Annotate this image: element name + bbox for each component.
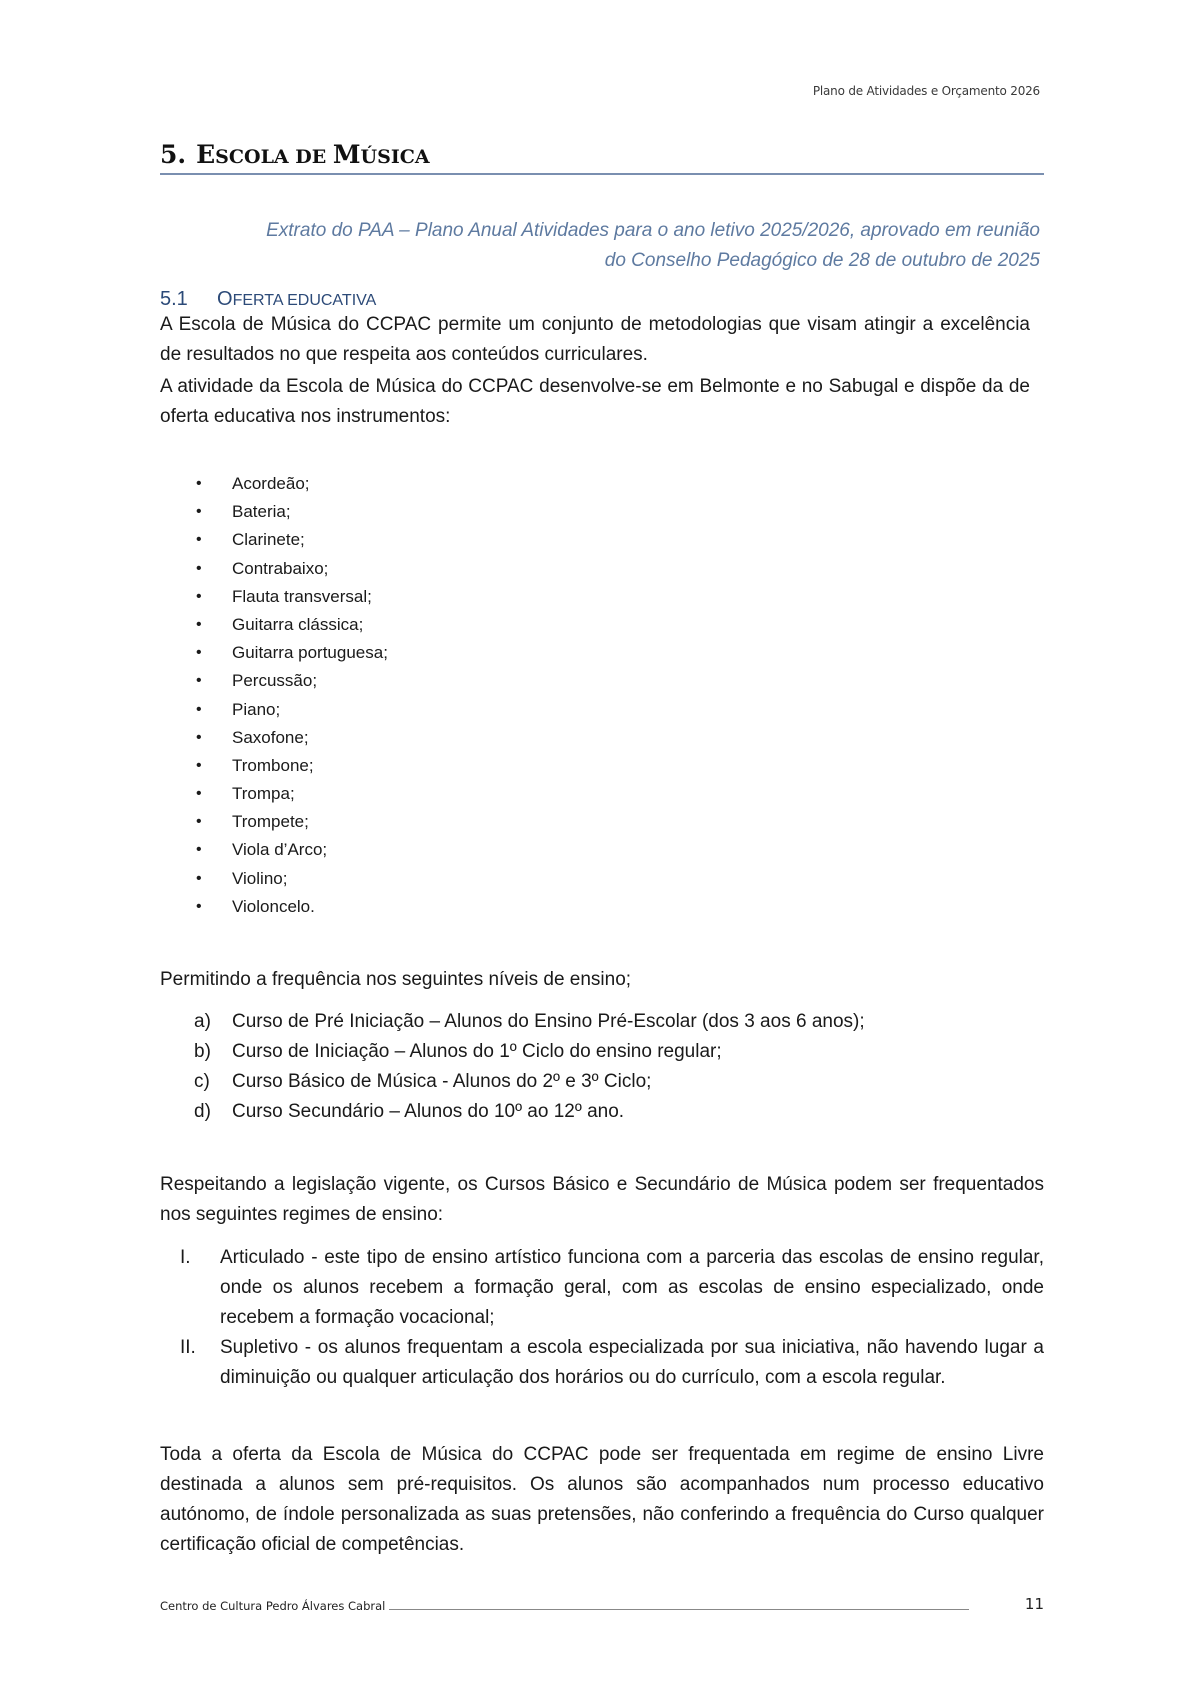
chapter-title: 5. ESCOLA DE MÚSICA <box>160 140 1044 175</box>
list-item: I. Articulado - este tipo de ensino artístico funciona com a parceria das escolas de ensino regular, onde os alunos recebem a formação geral, com as escolas de ensino especializado, onde recebem a formação vocacional; <box>180 1247 1044 1328</box>
section-heading: 5.1 OFERTA EDUCATIVA <box>160 288 377 310</box>
list-item: b) Curso de Iniciação – Alunos do 1º Ciclo do ensino regular; <box>194 1041 722 1062</box>
list-item: c) Curso Básico de Música - Alunos do 2º e 3º Ciclo; <box>194 1071 652 1092</box>
regimes-list <box>180 1243 1044 1393</box>
list-item: • Bateria; <box>196 502 291 522</box>
list-item: • Percussão; <box>196 671 318 691</box>
page-footer <box>160 1595 1044 1613</box>
paragraph-regimes-intro: Respeitando a legislação vigente, os Cursos Básico e Secundário de Música podem ser frequentados nos seguintes regimes de ensino: <box>160 1174 1044 1225</box>
list-item: • Saxofone; <box>196 727 309 747</box>
list-item: • Trompete; <box>196 812 309 832</box>
instrument-list <box>196 470 388 921</box>
page-number: 11 <box>1024 1595 1044 1613</box>
list-item: a) Curso de Pré Iniciação – Alunos do Ensino Pré-Escolar (dos 3 aos 6 anos); <box>194 1011 865 1032</box>
list-item: • Flauta transversal; <box>196 586 372 606</box>
list-item: • Acordeão; <box>196 474 310 493</box>
list-item: • Viola d’Arco; <box>196 840 328 860</box>
list-item: • Trompa; <box>196 784 295 804</box>
list-item: • Guitarra portuguesa; <box>196 643 388 663</box>
paragraph-intro: A Escola de Música do CCPAC permite um conjunto de metodologias que visam atingir a excelência de resultados no que respeita aos conteúdos curriculares. <box>160 314 1030 365</box>
list-item: II. Supletivo - os alunos frequentam a escola especializada por sua iniciativa, não havendo lugar a diminuição ou qualquer articulação dos horários ou do currículo, com a escola regular. <box>180 1337 1044 1388</box>
list-item: • Guitarra clássica; <box>196 614 364 634</box>
chapter-number: 5. <box>160 140 187 169</box>
list-item: • Piano; <box>196 699 281 719</box>
list-item: d) Curso Secundário – Alunos do 10º ao 12º ano. <box>194 1101 625 1122</box>
levels-list <box>194 1007 865 1127</box>
paragraph-free-regime: Toda a oferta da Escola de Música do CCPAC pode ser frequentada em regime de ensino Livre destinada a alunos sem pré-requisitos. Os alunos são acompanhados num processo educativo autónomo, de índole personalizada as suas pretensões, não conferindo a frequência do Curso qualquer certificação oficial de competências. <box>160 1444 1044 1555</box>
list-item: • Clarinete; <box>196 530 305 550</box>
footer-rule <box>389 1609 969 1610</box>
list-item: • Violino; <box>196 868 288 888</box>
list-item: • Trombone; <box>196 755 314 775</box>
paragraph-levels-intro: Permitindo a frequência nos seguintes níveis de ensino; <box>160 969 632 990</box>
section-number: 5.1 <box>160 288 188 310</box>
list-item: • Contrabaixo; <box>196 558 329 578</box>
intro-note: Extrato do PAA – Plano Anual Atividades para o ano letivo 2025/2026, aprovado em reunião do Conselho Pedagógico de 28 de outubro de 2025 <box>266 220 1040 271</box>
list-item: • Violoncelo. <box>196 896 315 916</box>
running-header: Plano de Atividades e Orçamento 2026 <box>812 84 1040 98</box>
footer-organization: Centro de Cultura Pedro Álvares Cabral <box>160 1599 386 1613</box>
paragraph-activity: A atividade da Escola de Música do CCPAC desenvolve-se em Belmonte e no Sabugal e dispõe da de oferta educativa nos instrumentos: <box>160 376 1030 427</box>
